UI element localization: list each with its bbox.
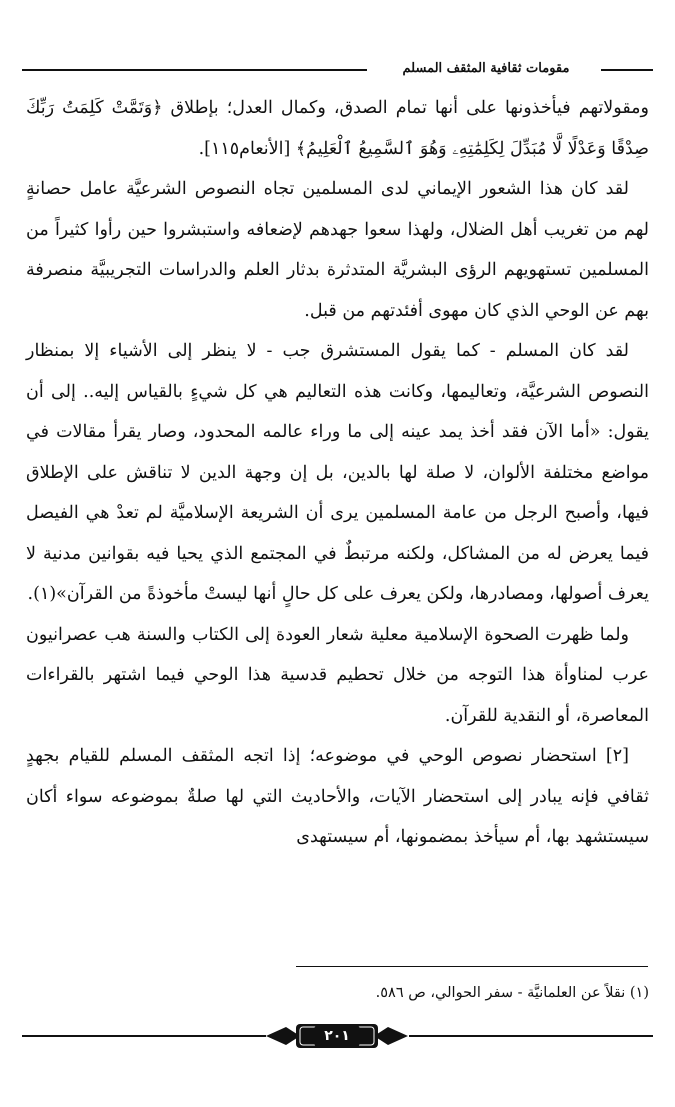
header-rule-right (601, 69, 653, 71)
running-header (22, 58, 653, 80)
footer-rule-left (22, 1035, 266, 1037)
page-number: ٢٠١ (314, 1026, 360, 1046)
footnote-separator (296, 966, 648, 967)
paragraph-5: [٢] استحضار نصوص الوحي في موضوعه؛ إذا اتجه المثقف المسلم للقيام بجهدٍ ثقافي فإنه يبادر إلى استحضار الآيات، والأحاديث التي لها صلةٌ بموضوعه سواء أكان سيستشهد بها، أم سيأخذ بمضمونها، أم سيستهدى (26, 746, 649, 847)
paragraph-3: لقد كان المسلم - كما يقول المستشرق جب - لا ينظر إلى الأشياء إلا بمنظار النصوص الشرعيَّة، وتعاليمها، وكانت هذه التعاليم هي كل شيءٍ بالقياس إليه.. إلى أن يقول: «أما الآن فقد أخذ يمد عينه إلى ما وراء عالمه المحدود، وصار يقرأ مقالات في مواضع مختلفة الألوان، لا صلة لها بالدين، بل إن وجهة الدين لا تناقش على الإطلاق فيها، وأصبح الرجل من عامة المسلمين يرى أن الشريعة الإسلاميَّة لم تعدْ هي الفيصل فيما يعرض له من المشاكل، ولكنه مرتبطٌ في المجتمع الذي يحيا فيه بقوانين مدنية لا يعرف أصولها، ومصادرها، ولكن يعرف على كل حالٍ أنها ليستْ مأخوذةً من القرآن»(١). (26, 341, 649, 604)
header-rule-left (22, 69, 367, 71)
page-number-box (287, 1019, 387, 1053)
paragraph-1: ومقولاتهم فيأخذونها على أنها تمام الصدق، وكمال العدل؛ بإطلاق ﴿وَتَمَّتْ كَلِمَتُ رَبِّكَ صِدْقًا وَعَدْلًا لَّا مُبَدِّلَ لِكَلِمَٰتِهِۦ وَهُوَ ٱلسَّمِيعُ ٱلْعَلِيمُ﴾ [الأنعام١١٥]. (26, 98, 649, 159)
body-text (26, 88, 649, 858)
paragraph-4: ولما ظهرت الصحوة الإسلامية معلية شعار العودة إلى الكتاب والسنة هب عصرانيون عرب لمناوأة هذا التوجه من خلال تحطيم قدسية هذا الوحي فيما اشتهر بالقراءات المعاصرة، أو النقدية للقرآن. (26, 624, 649, 726)
footer-rule-right (409, 1035, 653, 1037)
paragraph-2: لقد كان هذا الشعور الإيماني لدى المسلمين تجاه النصوص الشرعيَّة عامل حصانةٍ لهم من تغريب أهل الضلال، ولهذا سعوا جهدهم لإضعافه واستبشروا حين رأوا كثيراً من المسلمين تستهويهم الرؤى البشريَّة المتدثرة بدثار العلم والدراسات التجريبيَّة منصرفة بهم عن الوحي الذي كان مهوى أفئدتهم من قبل. (26, 179, 649, 321)
footnote: (١) نقلاً عن العلمانيَّة - سفر الحوالي، ص ٥٨٦. (375, 985, 649, 1001)
header-title: مقومات ثقافية المثقف المسلم (402, 61, 570, 76)
